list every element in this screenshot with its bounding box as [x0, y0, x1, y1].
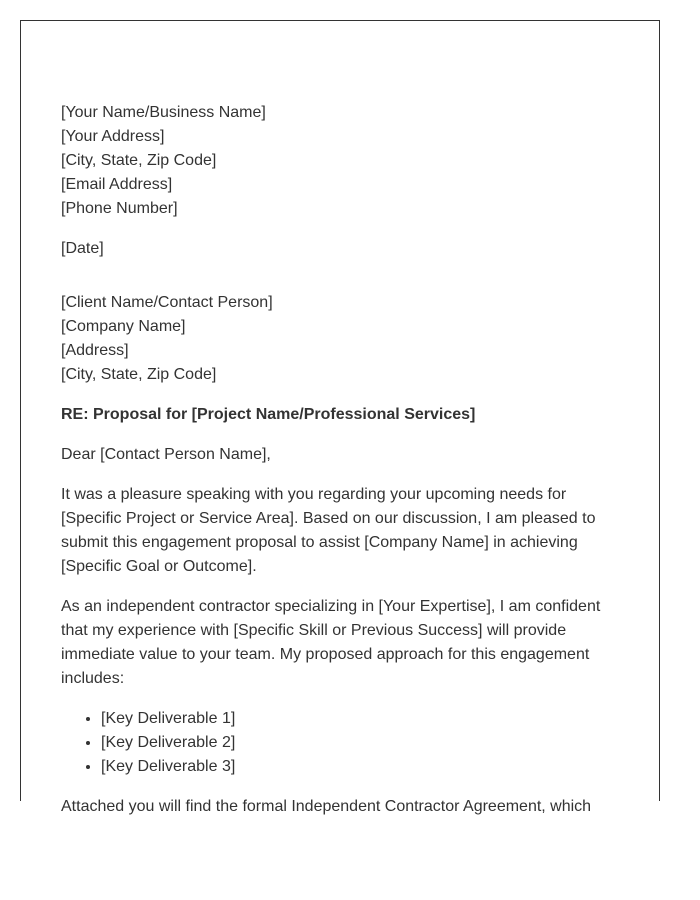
letter-content	[61, 101, 621, 819]
body-paragraph-3-cutoff: Attached you will find the formal Independent Contractor Agreement, which	[61, 798, 592, 815]
salutation: Dear [Contact Person Name],	[61, 446, 271, 463]
sender-city-state-zip: [City, State, Zip Code]	[61, 152, 217, 169]
recipient-contact: [Client Name/Contact Person]	[61, 294, 273, 311]
body-paragraph-1: It was a pleasure speaking with you regarding your upcoming needs for [Specific Project or Service Area]. Based on our discussion, I am pleased to submit this engagement proposal to assist [Company Name] in achieving [Specific Goal or Outcome].	[61, 486, 596, 575]
date-line: [Date]	[61, 240, 104, 257]
body-paragraph-2: As an independent contractor specializing in [Your Expertise], I am confident that my experience with [Specific Skill or Previous Success] will provide immediate value to your team. My proposed approach for this engagement includes:	[61, 598, 601, 687]
sender-block	[61, 101, 621, 221]
list-item: • [Key Deliverable 3]	[101, 755, 621, 779]
recipient-company: [Company Name]	[61, 318, 186, 335]
sender-name: [Your Name/Business Name]	[61, 104, 266, 121]
sender-email: [Email Address]	[61, 176, 173, 193]
deliverables-list	[61, 707, 621, 779]
recipient-block	[61, 291, 621, 387]
document-page	[20, 20, 660, 815]
recipient-city-state-zip: [City, State, Zip Code]	[61, 366, 217, 383]
list-item: • [Key Deliverable 2]	[101, 731, 621, 755]
sender-phone: [Phone Number]	[61, 200, 178, 217]
subject-line: RE: Proposal for [Project Name/Professional Services]	[61, 406, 476, 423]
sender-address: [Your Address]	[61, 128, 165, 145]
list-item: • [Key Deliverable 1]	[101, 707, 621, 731]
recipient-address: [Address]	[61, 342, 129, 359]
